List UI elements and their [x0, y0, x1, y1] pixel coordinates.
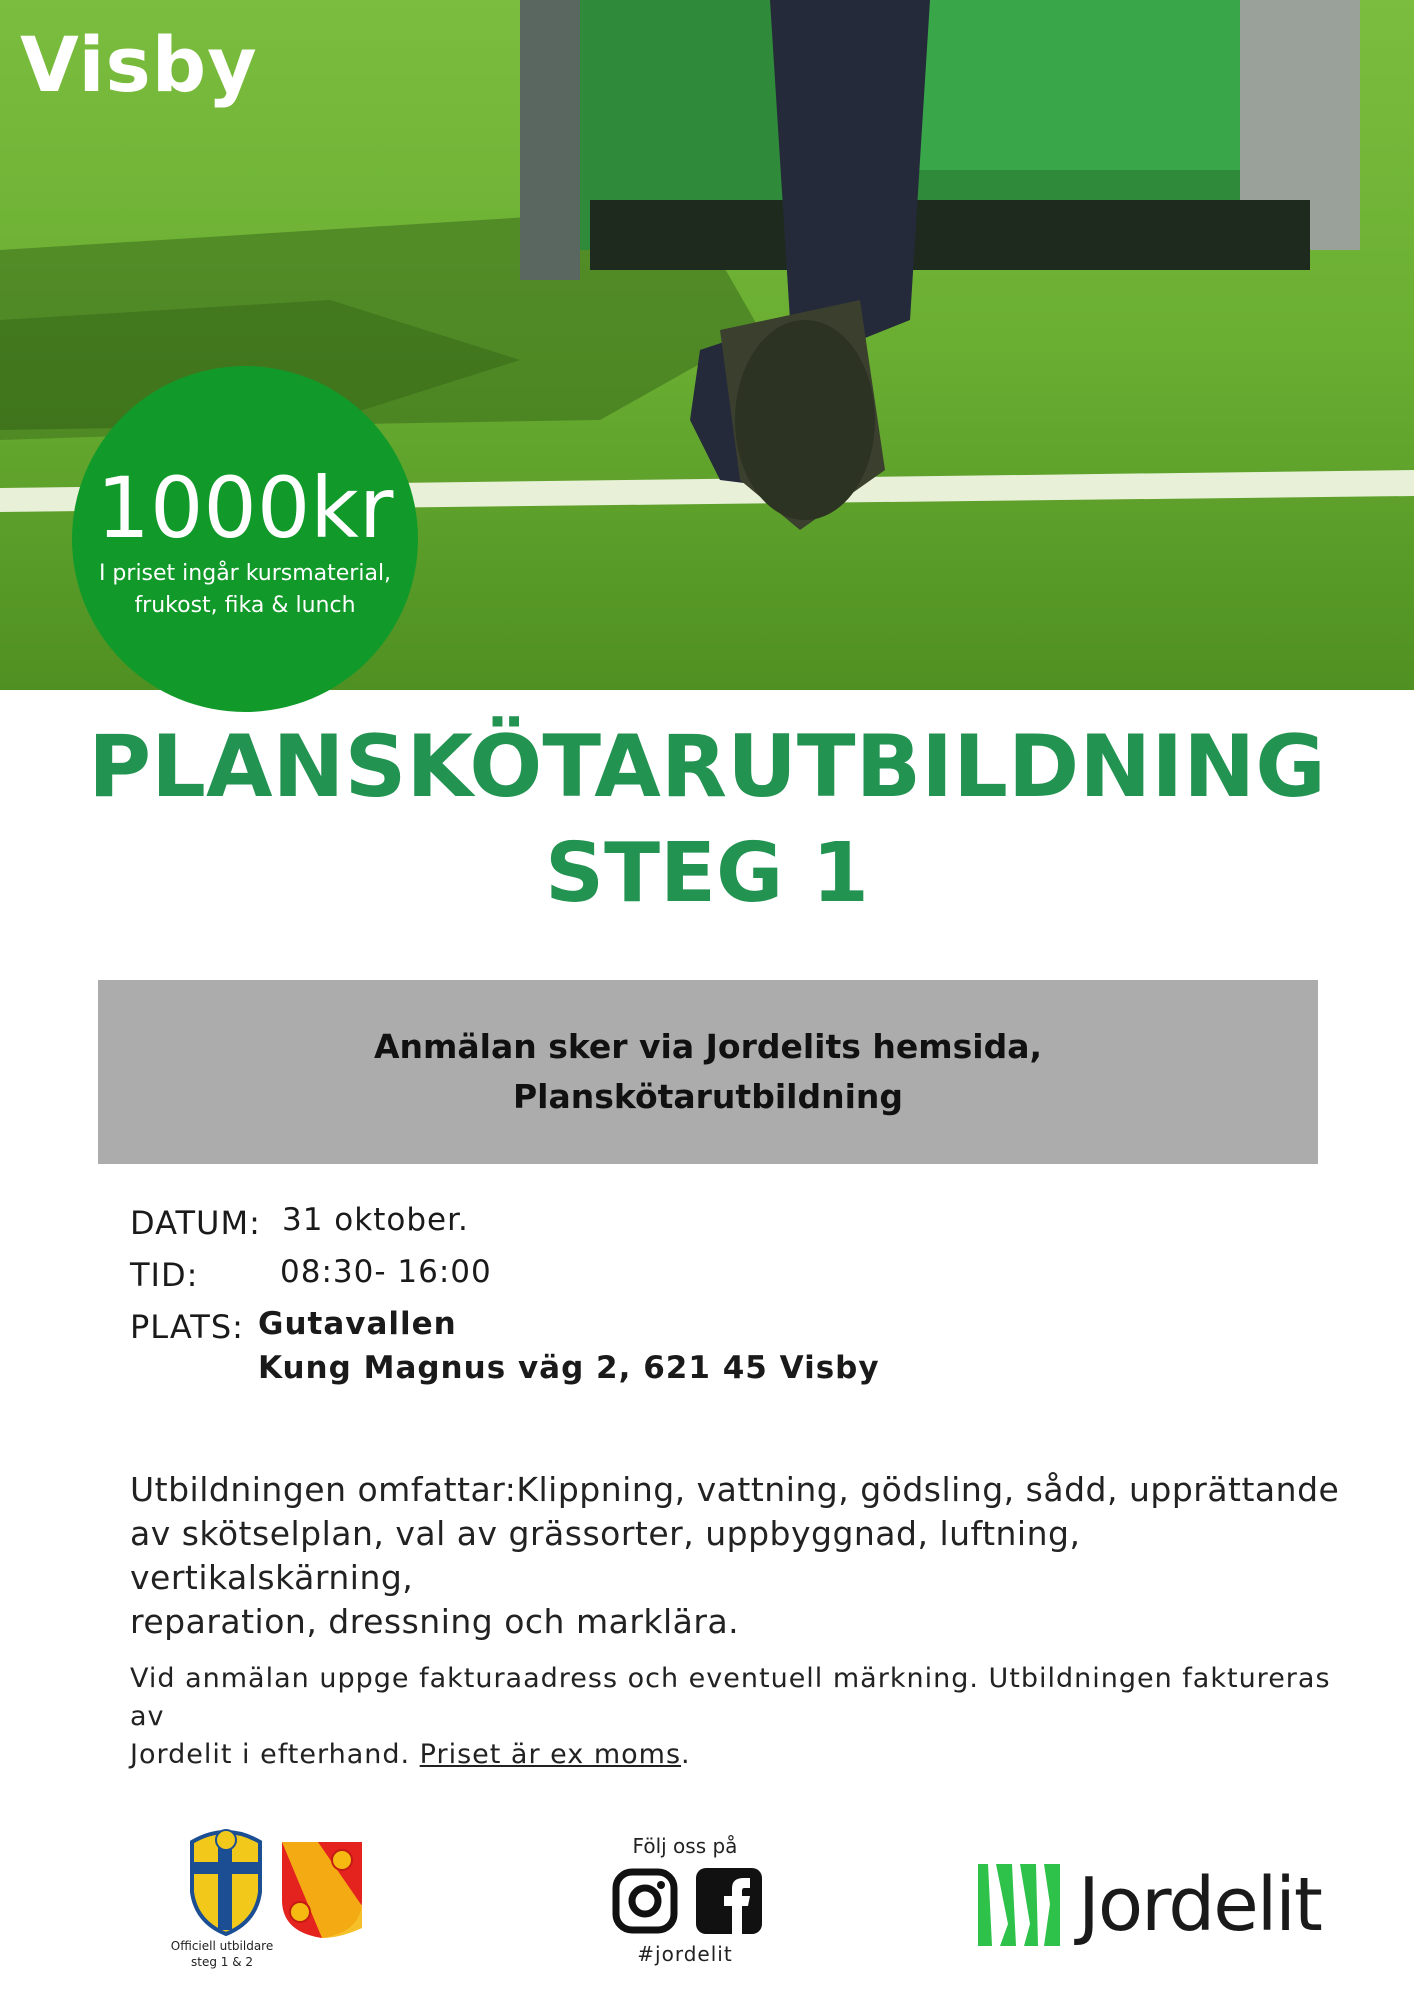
note-line2 — [130, 1736, 1370, 1774]
social-links — [612, 1868, 762, 1938]
date-value: 31 oktober. — [282, 1202, 469, 1238]
description-line2: av skötselplan, val av grässorter, uppbyggnad, luftning, vertikalskärning, — [130, 1514, 1081, 1597]
instagram-icon[interactable] — [612, 1868, 678, 1934]
time-value: 08:30- 16:00 — [280, 1254, 492, 1290]
official-trainer-logos — [170, 1822, 370, 1972]
svff-crest-icon — [186, 1822, 266, 1938]
signup-line2: Planskötarutbildning — [512, 1077, 903, 1116]
description-line3: reparation, dressning och marklära. — [130, 1602, 740, 1641]
price-note-line1: I priset ingår kursmaterial, — [98, 561, 392, 586]
course-description — [130, 1468, 1360, 1644]
facebook-icon[interactable] — [696, 1868, 762, 1934]
jordelit-logo — [978, 1860, 1338, 1950]
billing-note — [130, 1660, 1370, 1774]
brand-name: Jordelit — [1078, 1862, 1321, 1948]
follow-us-label: Följ oss på — [632, 1834, 738, 1858]
signup-line1: Anmälan sker via Jordelits hemsida, — [373, 1027, 1043, 1066]
place-label: PLATS: — [130, 1308, 244, 1346]
signup-box — [98, 980, 1318, 1164]
note-line2-prefix: Jordelit i efterhand. — [130, 1739, 420, 1770]
note-line2-suffix: . — [681, 1739, 691, 1770]
city-label: Visby — [20, 20, 258, 109]
time-label: TID: — [130, 1256, 199, 1294]
official-line1: Officiell utbildare — [170, 1939, 274, 1953]
price-note-line2: frukost, fika & lunch — [134, 593, 356, 618]
place-address: Kung Magnus väg 2, 621 45 Visby — [258, 1350, 880, 1386]
gotland-coat-of-arms-icon — [280, 1840, 364, 1940]
price-badge — [72, 366, 418, 712]
price: 1000kr — [96, 459, 394, 557]
place-name: Gutavallen — [258, 1306, 457, 1342]
page-subtitle: STEG 1 — [545, 826, 869, 921]
official-trainer-text — [170, 1938, 274, 1970]
description-line1: Utbildningen omfattar:Klippning, vattning, gödsling, sådd, upprättande — [130, 1470, 1340, 1509]
page-title: PLANSKÖTARUTBILDNING — [88, 717, 1326, 817]
official-line2: steg 1 & 2 — [190, 1955, 254, 1969]
jordelit-logo-icon — [978, 1864, 1060, 1946]
note-line1: Vid anmälan uppge fakturaadress och eventuell märkning. Utbildningen faktureras av — [130, 1663, 1331, 1732]
price-ex-vat-link[interactable]: Priset är ex moms — [419, 1739, 682, 1770]
date-label: DATUM: — [130, 1204, 261, 1242]
hashtag: #jordelit — [637, 1942, 733, 1966]
